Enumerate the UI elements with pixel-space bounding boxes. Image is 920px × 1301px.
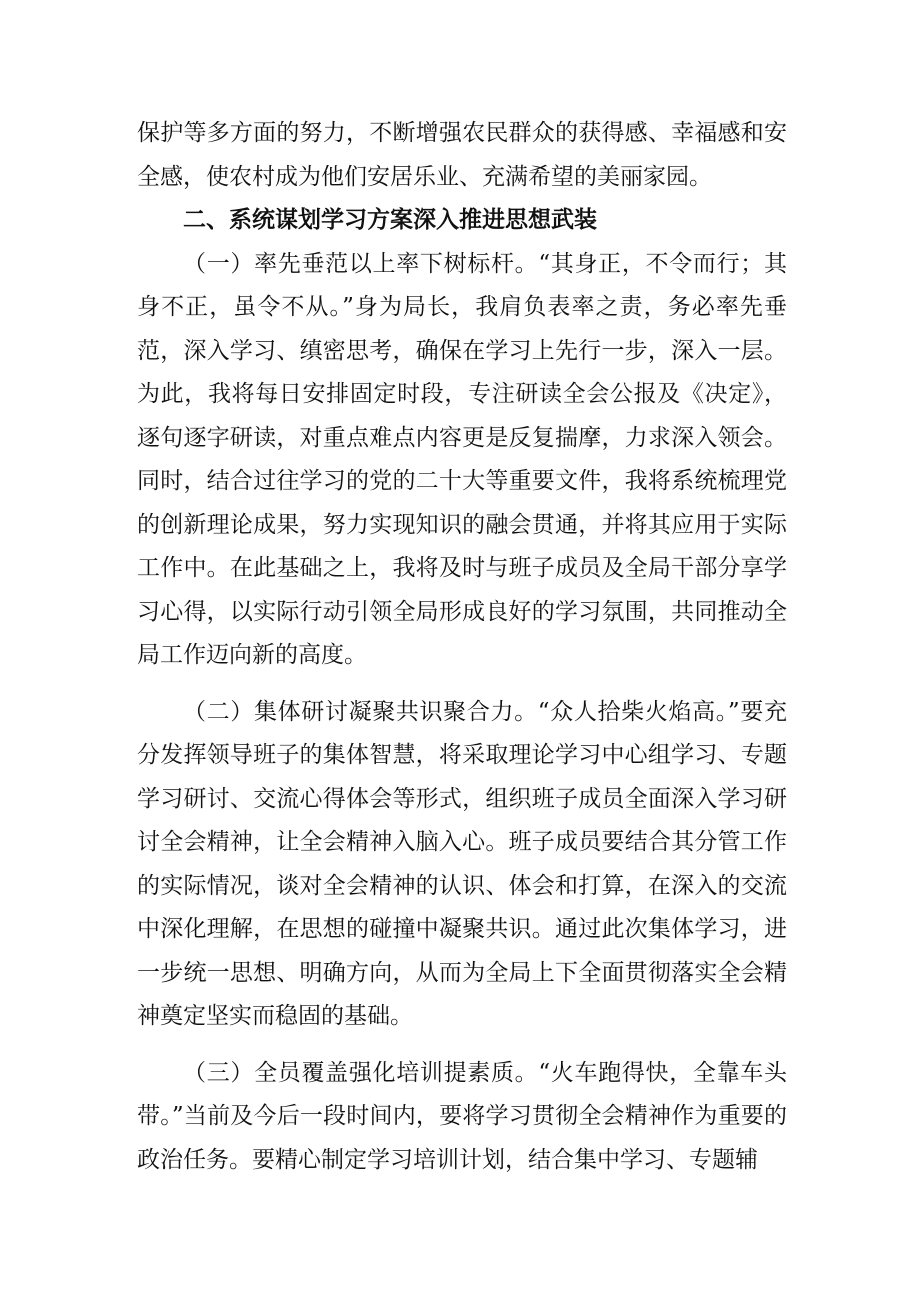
paragraph-continuation: 保护等多方面的努力，不断增强农民群众的获得感、幸福感和安全感，使农村成为他们安居乐业、充满希望的美丽家园。: [137, 120, 787, 190]
paragraph-collective-discussion: （二）集体研讨凝聚共识聚合力。“众人拾柴火焰高。”要充分发挥领导班子的集体智慧，将采取理论学习中心组学习、专题学习研讨、交流心得体会等形式，组织班子成员全面深入学习研讨全会精神，让全会精神入脑入心。班子成员要结合其分管工作的实际情况，谈对全会精神的认识、体会和打算，在深入的交流中深化理解，在思想的碰撞中凝聚共识。通过此次集体学习，进一步统一思想、明确方向，从而为全局上下全面贯彻落实全会精神奠定坚实而稳固的基础。: [137, 698, 787, 1029]
paragraph-full-coverage-training: （三）全员覆盖强化培训提素质。“火车跑得快，全靠车头带。”当前及今后一段时间内，要将学习贯彻全会精神作为重要的政治任务。要精心制定学习培训计划，结合集中学习、专题辅: [137, 1059, 787, 1173]
document-body: [137, 112, 787, 1182]
section-heading: 二、系统谋划学习方案深入推进思想武装: [183, 207, 597, 233]
paragraph-lead-by-example: （一）率先垂范以上率下树标杆。“其身正，不令而行；其身不正，虽令不从。”身为局长，我肩负表率之责，务必率先垂范，深入学习、缜密思考，确保在学习上先行一步，深入一层。为此，我将每日安排固定时段，专注研读全会公报及《决定》，逐句逐字研读，对重点难点内容更是反复揣摩，力求深入领会。同时，结合过往学习的党的二十大等重要文件，我将系统梳理党的创新理论成果，努力实现知识的融会贯通，并将其应用于实际工作中。在此基础之上，我将及时与班子成员及全局干部分享学习心得，以实际行动引领全局形成良好的学习氛围，共同推动全局工作迈向新的高度。: [137, 250, 787, 668]
